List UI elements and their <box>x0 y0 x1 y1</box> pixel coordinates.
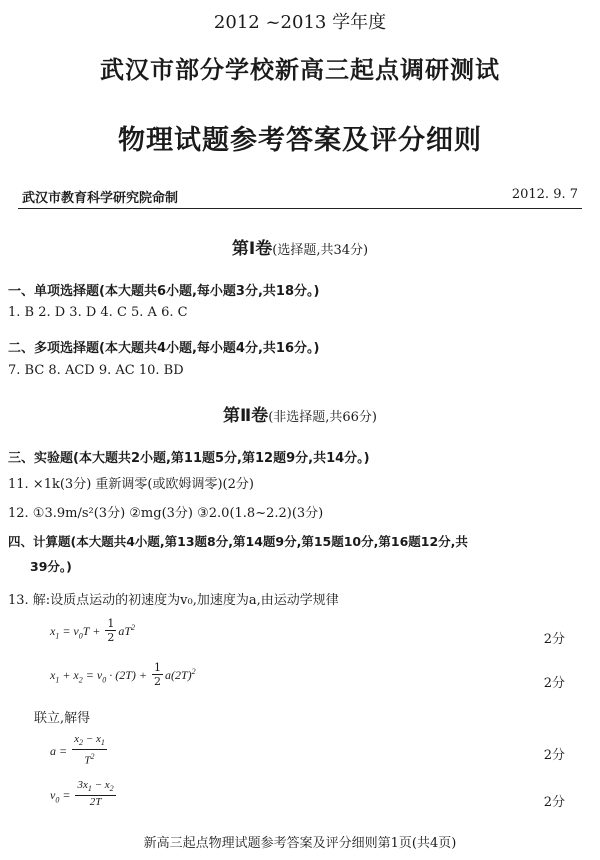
equation-x1: $x_1 = v_0T$ + $\frac{1}{2}$ $aT^2$ <box>50 617 136 644</box>
section2-heading: 二、多项选择题(本大题共4小题,每小题4分,共16分。) <box>8 341 320 356</box>
issue-date: 2012. 9. 7 <box>511 187 578 202</box>
part2-note: (非选择题,共66分) <box>268 410 378 425</box>
publisher: 武汉市教育科学研究院命制 <box>22 191 179 206</box>
q12-answer: 12. ①3.9m/s²(3分) ②mg(3分) ③2.0(1.8~2.2)(3分) <box>8 506 324 521</box>
part2-title: 第Ⅱ卷 <box>222 406 269 426</box>
exam-name: 武汉市部分学校新高三起点调研测试 <box>100 56 500 84</box>
q13-intro: 13. 解:设质点运动的初速度为v₀,加速度为a,由运动学规律 <box>8 593 339 608</box>
q11-answer: 11. ×1k(3分) 重新调零(或欧姆调零)(2分) <box>8 477 254 492</box>
section1-heading: 一、单项选择题(本大题共6小题,每小题3分,共18分。) <box>8 284 320 299</box>
part2-heading <box>0 401 600 426</box>
section3-heading: 三、实验题(本大题共2小题,第11题5分,第12题9分,共14分。) <box>8 451 370 466</box>
score-eq3: 2分 <box>543 748 565 763</box>
part1-note: (选择题,共34分) <box>272 243 369 258</box>
header-divider <box>18 208 582 209</box>
equation-v0: $v_0$ = $\frac{3x_1 - x_2}{2T}$ <box>50 779 114 809</box>
combine-text: 联立,解得 <box>34 711 91 726</box>
equation-a: a = $\frac{x_2 - x_1}{T^2}$ <box>50 733 105 767</box>
section4-heading: 四、计算题(本大题共4小题,第13题8分,第14题9分,第15题10分,第16题12分,共 <box>8 534 468 549</box>
part1-title: 第Ⅰ卷 <box>231 239 273 259</box>
section1-answers: 1. B 2. D 3. D 4. C 5. A 6. C <box>8 305 188 320</box>
equation-x1-x2: $x_1 + x_2 = v_0 \cdot (2T)$ + $\frac{1}{2}$ $a(2T)^2$ <box>50 661 196 688</box>
page-title: 物理试题参考答案及评分细则 <box>118 125 482 156</box>
score-eq1: 2分 <box>543 632 565 647</box>
page-footer: 新高三起点物理试题参考答案及评分细则第1页(共4页) <box>143 836 457 851</box>
score-eq4: 2分 <box>543 795 565 810</box>
school-year: 2012 ~2013 学年度 <box>213 12 387 33</box>
section4-heading-cont: 39分。) <box>30 559 72 574</box>
part1-heading <box>0 234 600 259</box>
score-eq2: 2分 <box>543 676 565 691</box>
section2-answers: 7. BC 8. ACD 9. AC 10. BD <box>8 363 184 378</box>
